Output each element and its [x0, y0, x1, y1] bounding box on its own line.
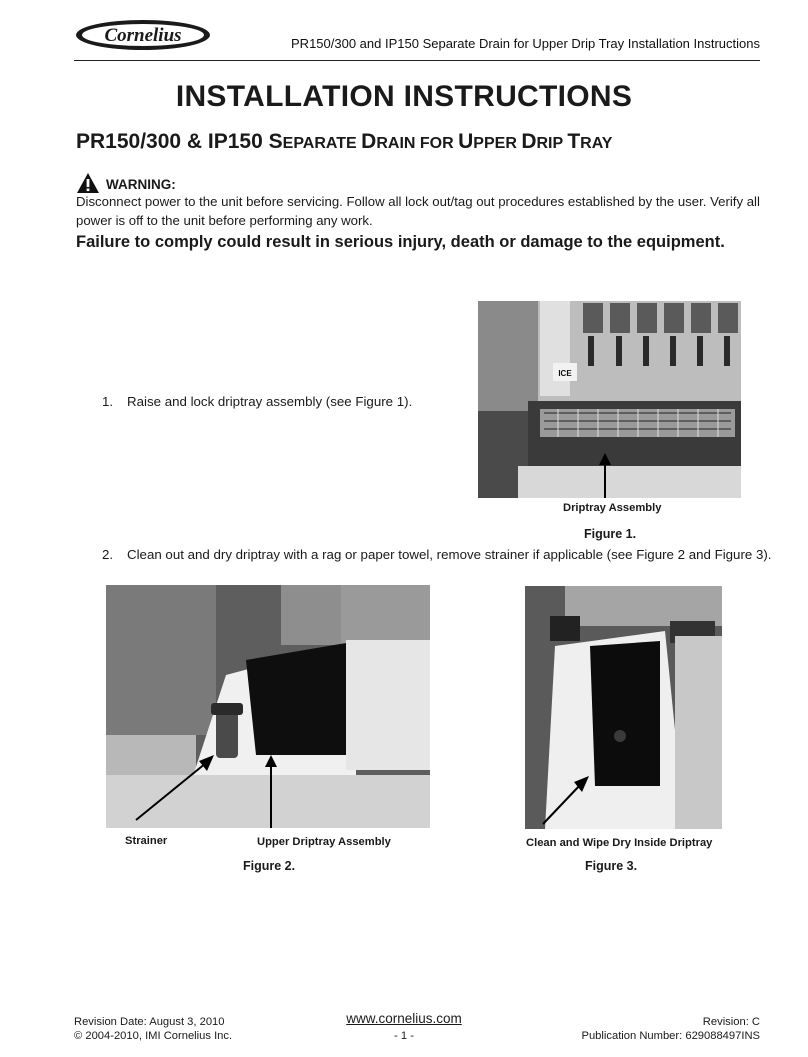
figure-3-photo — [525, 586, 722, 829]
figure-1-callout: Driptray Assembly — [563, 502, 662, 514]
figure-1-caption: Figure 1. — [584, 527, 637, 541]
figure-3-callout: Clean and Wipe Dry Inside Driptray — [526, 837, 713, 849]
page-title: INSTALLATION INSTRUCTIONS — [175, 80, 633, 113]
website-link[interactable]: www.cornelius.com — [346, 1011, 462, 1026]
figure-3-caption: Figure 3. — [585, 859, 638, 873]
step-text: Raise and lock driptray assembly (see Figure 1). — [127, 394, 413, 409]
warning-icon — [76, 172, 100, 194]
figure-1-photo — [478, 301, 741, 498]
header-title: PR150/300 and IP150 Separate Drain for Upper Drip Tray Installation Instructions — [291, 36, 760, 51]
page-subtitle: PR150/300 & IP150 SEPARATE DRAIN FOR UPPER DRIP TRAY — [76, 130, 613, 153]
page-number: - 1 - — [394, 1030, 414, 1042]
warning-text: Disconnect power to the unit before servicing. Follow all lock out/tag out procedures established by the user. Verify all power is off to the unit before performing any work. — [76, 194, 760, 228]
warning-label: WARNING: — [106, 177, 176, 192]
publication-number: Publication Number: 629088497INS — [581, 1030, 760, 1042]
step-text: Clean out and dry driptray with a rag or paper towel, remove strainer if applicable (see Figure 2 and Figure 3). — [127, 547, 772, 562]
failure-warning: Failure to comply could result in serious injury, death or damage to the equipment. — [76, 233, 725, 251]
figure-2-photo — [106, 585, 430, 828]
revision-date: Revision Date: August 3, 2010 — [74, 1016, 225, 1028]
step-1 — [102, 394, 412, 409]
copyright: © 2004-2010, IMI Cornelius Inc. — [74, 1030, 233, 1042]
step-number: 1. — [102, 394, 114, 409]
cornelius-logo — [74, 18, 212, 52]
upper-driptray-callout: Upper Driptray Assembly — [257, 836, 391, 848]
header-rule — [74, 60, 760, 61]
revision: Revision: C — [702, 1016, 760, 1028]
step-number: 2. — [102, 547, 114, 562]
logo-text: Cornelius — [104, 25, 182, 46]
figure-2-caption: Figure 2. — [243, 859, 296, 873]
step-2 — [102, 547, 771, 562]
ice-label: ICE — [558, 369, 572, 378]
strainer-callout: Strainer — [125, 835, 168, 847]
